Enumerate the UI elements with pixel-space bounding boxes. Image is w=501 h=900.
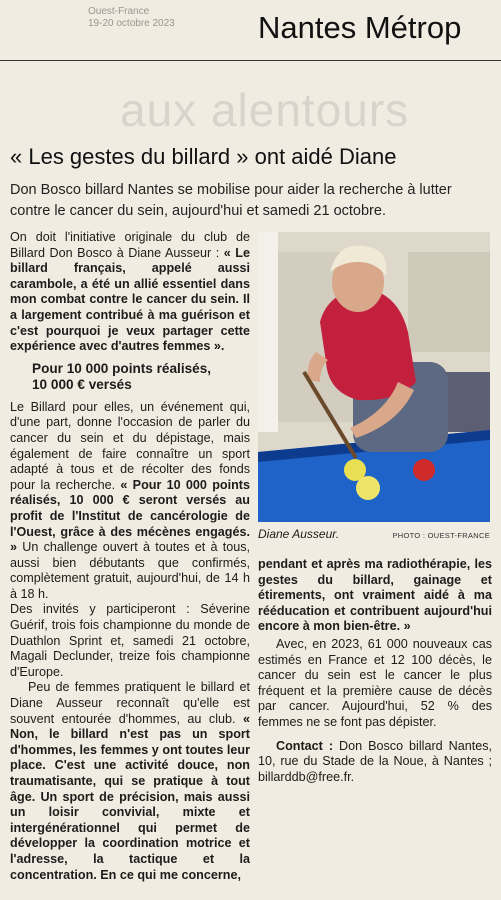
source-date: 19-20 octobre 2023	[88, 18, 175, 29]
subheading-line-1: Pour 10 000 points réalisés,	[32, 360, 212, 376]
subheading-line-2: 10 000 € versés	[32, 376, 132, 392]
club-text: Peu de femmes pratiquent le billard et Diane Ausseur reconnaît qu'elle est souvent entourée d'hommes, au club.	[10, 680, 250, 726]
contact-text: Don Bosco billard Nantes, 10, rue du Stade de la Noue, à Nantes ; billarddb@free.fr.	[258, 738, 493, 784]
source-name: Ouest-France	[88, 6, 150, 17]
article-column-left	[10, 230, 250, 883]
masthead-rule	[0, 60, 501, 61]
challenge-text: Un challenge ouvert à toutes et à tous, aussi bien débutants que confirmés, complètement gratuit, aujourd'hui, de 14 h à 18 h.	[10, 540, 250, 601]
contact-paragraph	[258, 739, 492, 786]
article-paragraph	[10, 400, 250, 603]
contact-label: Contact :	[276, 738, 334, 753]
quote-donation: « Pour 10 000 points réalisés, 10 000 € seront versés au profit de l'Institut de cancérologie de l'Ouest, grâce à des mécènes engagés. »	[10, 477, 250, 555]
article-paragraph	[258, 557, 492, 635]
article-column-right	[258, 557, 492, 785]
section-title: Nantes Métrop	[258, 10, 462, 45]
photo-illustration	[258, 232, 490, 522]
masthead	[0, 0, 501, 58]
article-paragraph: Avec, en 2023, 61 000 nouveaux cas estimés en France et 12 100 décès, le cancer du sein est le cancer le plus fréquent et la première cause de décès par cancer. Aujourd'hui, 52 % des femmes ne se font pas dépister.	[258, 636, 492, 729]
headline: « Les gestes du billard » ont aidé Diane	[10, 144, 397, 169]
quote-diane-2-continued: pendant et après ma radiothérapie, les gestes du billard, gainage et étirements, ont vraiment aidé à ma rééducation et contribuent aujourd'hui encore à mon bien-être. »	[258, 557, 492, 634]
event-text: Le Billard pour elles, un événement qui, d'une part, donne l'occasion de parler du cancer du sein et du dépistage, mais également de faire connaître un sport adapté à tous et de récolter des fonds pour la recherche.	[10, 399, 250, 492]
quote-diane-2: « Non, le billard n'est pas un sport d'hommes, les femmes y ont toutes leur place. C'est une activité douce, non traumatisante, qui se pratique à tout âge. Un sport de précision, mais aussi un loisir convivial, mixte et intergénérationnel qui permet de développer la coordination motrice et l'adresse, la tactique et la concentration. En ce qui me concerne,	[10, 711, 250, 882]
quote-diane-1: « Le billard français, appelé aussi carambole, a été un allié essentiel dans mon combat contre le cancer du sein. Il a largement contribué à ma guérison et c'est pourquoi je veux partager cette expérience avec d'autres femmes ».	[10, 245, 251, 354]
faded-banner: aux alentours	[120, 84, 410, 136]
article-photo	[258, 232, 490, 522]
article-paragraph	[10, 230, 250, 355]
article-paragraph: Des invités y participeront : Séverine Guérif, trois fois championne du monde de Duathlon Sprint et, samedi 21 octobre, Magali Declunder, treize fois championne d'Europe.	[10, 602, 250, 679]
photo-caption	[258, 527, 490, 542]
source-stamp	[88, 6, 175, 30]
standfirst: Don Bosco billard Nantes se mobilise pour aider la recherche à lutter contre le cancer du sein, aujourd'hui et samedi 21 octobre.	[10, 182, 452, 219]
article-paragraph	[10, 680, 250, 883]
intro-text: On doit l'initiative originale du club de Billard Don Bosco à Diane Ausseur :	[10, 230, 250, 260]
caption-name: Diane Ausseur.	[258, 527, 340, 541]
photo-credit: PHOTO : OUEST-FRANCE	[392, 531, 490, 540]
subheading	[32, 361, 250, 393]
